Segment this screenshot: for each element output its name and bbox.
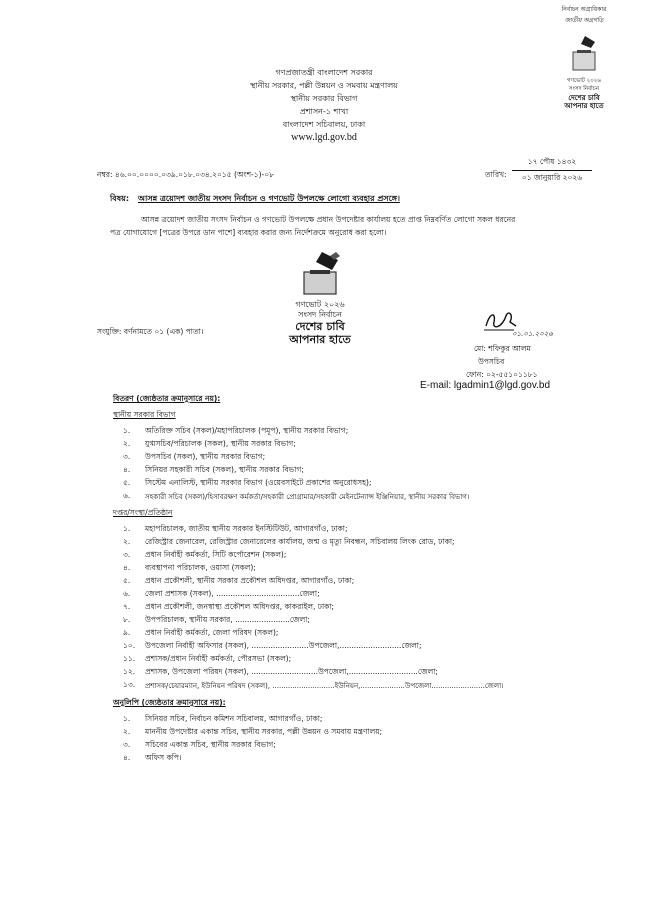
item-number: ১.: [123, 714, 131, 723]
website-link[interactable]: www.lgd.gov.bd: [291, 132, 357, 143]
body-line-2: পত্র যোগাযোগে [পত্রের উপরে ডান পাশে] ব্যবহার করার জন্য নির্দেশক্রমে অনুরোধ করা হলো।: [110, 228, 387, 237]
item-number: ৯.: [123, 628, 131, 637]
signatory-phone: ফোন: ০২-৫৫১০১১৮১: [466, 370, 538, 379]
corner-logo-line1: নির্বাচন অগ্রাধিকার: [561, 6, 607, 13]
copy-list: [123, 714, 593, 769]
subject-text: আসন্ন ত্রয়োদশ জাতীয় সংসদ নির্বাচন ও গণভোট উপলক্ষে লোগো ব্যবহার প্রসঙ্গে।: [138, 194, 400, 203]
item-number: ৩.: [123, 740, 131, 749]
item-text: সহকারী সচিব (সকল)/হিসাবরক্ষণ কর্মকর্তা/সহকারী প্রোগ্রামার/সহকারী মেইনটেন্যান্স ইঞ্জিনিয়ার, স্থানীয় সরকার বিভাগ।: [145, 493, 470, 501]
section2-heading: দপ্তর/সংস্থা/প্রতিষ্ঠান: [113, 508, 173, 517]
corner-logo-slogan1: দেশের চাবি: [568, 94, 600, 102]
item-text: উপজেলা নির্বাহী অফিসার (সকল), ........................উপজেলা,..........................জেলা;: [145, 641, 422, 650]
corner-logo-caption2: সংসদ নির্বাচন: [568, 86, 600, 92]
letterhead: [200, 66, 448, 144]
item-number: ৫.: [123, 576, 131, 585]
item-number: ১২.: [123, 667, 136, 676]
signature-date: ০১.০১.২০২৬: [512, 330, 553, 338]
item-text: যুগ্মসচিব/পরিচালক (সকল), স্থানীয় সরকার বিভাগ;: [145, 439, 296, 448]
memo-number: নম্বর: ৪৬.০০.০০০০.০৩৯.০১৮.০৩৪.২০১৫ (অংশ-১)-০৮: [97, 170, 274, 179]
item-text: সচিবের একান্ত সচিব, স্থানীয় সরকার বিভাগ;: [145, 740, 276, 749]
item-text: ব্যবস্থাপনা পরিচালক, ওয়াসা (সকল);: [145, 563, 256, 572]
item-text: সিনিয়র সচিব, নির্বাচন কমিশন সচিবালয়, আগারগাঁও, ঢাকা;: [145, 714, 323, 723]
section1-heading: স্থানীয় সরকার বিভাগ: [113, 410, 176, 419]
section1-list: [123, 426, 593, 506]
election-logo: [275, 250, 365, 346]
item-number: ৭.: [123, 602, 131, 611]
logo-slogan-2: আপনার হাতে: [289, 333, 351, 346]
item-text: প্রধান নির্বাহী কর্মকর্তা, সিটি কর্পোরেশন (সকল);: [145, 550, 287, 559]
item-text: প্রশাসক/চেয়ারম্যান, ইউনিয়ন পরিষদ (সকল), ............................ইউনিয়ন,....................উপজেলা........................জেলা।: [145, 682, 504, 690]
section2-list: [123, 524, 593, 699]
item-number: ১৩.: [123, 680, 136, 689]
body-line-1: আসন্ন ত্রয়োদশ জাতীয় সংসদ নির্বাচন ও গণভোট উপলক্ষে প্রধান উপদেষ্টার কার্যালয় হতে প্রাপ্ত নিম্নবর্ণিত লোগো সকল ধরনের: [141, 215, 516, 224]
item-text: প্রধান প্রকৌশলী, জনস্বাস্থ্য প্রকৌশল অধিদপ্তর, কাকরাইল, ঢাকা;: [145, 602, 335, 611]
item-text: প্রশাসক, উপজেলা পরিষদ (সকল), ............................উপজেলা,.............................জেলা;: [145, 667, 438, 676]
item-number: ২.: [123, 439, 131, 448]
item-text: উপপরিচালক, স্থানীয় সরকার, .......................জেলা;: [145, 615, 310, 624]
item-number: ৬.: [123, 589, 131, 598]
corner-logo-line2: জাতীয় অগ্রগতি: [564, 17, 604, 24]
item-text: মহাপরিচালক, জাতীয় স্থানীয় সরকার ইনস্টিটিউট, আগারগাঁও, ঢাকা;: [145, 524, 348, 533]
item-number: ৪.: [123, 465, 131, 474]
item-number: ৪.: [123, 753, 131, 762]
item-text: সিস্টেম এনালিস্ট, স্থানীয় সরকার বিভাগ (ওয়েবসাইটে প্রকাশের অনুরোধসহ);: [145, 478, 372, 487]
ballot-box-icon: [292, 250, 348, 296]
item-number: ২.: [123, 727, 131, 736]
item-text: অফিস কপি।: [145, 753, 182, 762]
branch-name: প্রশাসন-১ শাখা: [299, 107, 349, 116]
date-english: ০১ জানুয়ারি ২০২৬: [521, 173, 583, 182]
item-text: রেজিস্ট্রার জেনারেল, রেজিস্ট্রার জেনারেলের কার্যালয়, জন্ম ও মৃত্যু নিবন্ধন, সচিবালয় লিংক রোড, ঢাকা;: [145, 537, 455, 546]
office-address: বাংলাদেশ সচিবালয়, ঢাকা: [282, 120, 366, 129]
corner-logo: [544, 4, 624, 110]
item-text: অতিরিক্ত সচিব (সকল)/মহাপরিচালক (পমূপ), স্থানীয় সরকার বিভাগ;: [145, 426, 349, 435]
ballot-box-icon: [567, 34, 601, 74]
date-block: [512, 157, 592, 185]
item-number: ৪.: [123, 563, 131, 572]
item-text: প্রধান নির্বাহী কর্মকর্তা, জেলা পরিষদ (সকল);: [145, 628, 279, 637]
item-text: উপসচিব (সকল), স্থানীয় সরকার বিভাগ;: [145, 452, 266, 461]
item-number: ৩.: [123, 550, 131, 559]
logo-caption-1: গণভোট ২০২৬: [295, 300, 345, 309]
item-number: ১১.: [123, 654, 136, 663]
ministry-name: স্থানীয় সরকার, পল্লী উন্নয়ন ও সমবায় মন্ত্রণালয়: [250, 81, 398, 90]
item-text: মাননীয় উপদেষ্টার একান্ত সচিব, স্থানীয় সরকার, পল্লী উন্নয়ন ও সমবায় মন্ত্রণালয়;: [145, 727, 383, 736]
date-bangla: ১৭ পৌষ ১৪৩২: [512, 157, 592, 171]
item-number: ৬.: [123, 491, 131, 500]
corner-logo-slogan2: আপনার হাতে: [564, 102, 604, 110]
signatory-email[interactable]: E-mail: lgadmin1@lgd.gov.bd: [420, 380, 551, 391]
item-number: ৩.: [123, 452, 131, 461]
item-number: ২.: [123, 537, 131, 546]
date-label: তারিখ:: [485, 170, 507, 179]
logo-caption-2: সংসদ নির্বাচন: [298, 310, 342, 319]
item-number: ৫.: [123, 478, 131, 487]
item-text: জেলা প্রশাসক (সকল), ...................................জেলা;: [145, 589, 320, 598]
item-number: ১.: [123, 426, 131, 435]
attachment-note: সংযুক্তি: বর্ণনামতে ০১ (এক) পাতা।: [97, 327, 204, 336]
logo-slogan-1: দেশের চাবি: [295, 320, 345, 333]
govt-name: গণপ্রজাতন্ত্রী বাংলাদেশ সরকার: [275, 68, 373, 77]
division-name: স্থানীয় সরকার বিভাগ: [290, 94, 358, 103]
item-number: ১০.: [123, 641, 136, 650]
distribution-heading: বিতরণ (জ্যেষ্ঠতার ক্রমানুসারে নয়):: [113, 394, 221, 403]
item-text: সিনিয়র সহকারী সচিব (সকল), স্থানীয় সরকার বিভাগ;: [145, 465, 304, 474]
subject-label: বিষয়:: [110, 194, 130, 203]
signatory-designation: উপসচিব: [478, 357, 505, 366]
item-text: প্রশাসক/প্রধান নির্বাহী কর্মকর্তা, পৌরসভা (সকল);: [145, 654, 292, 663]
item-text: প্রধান প্রকৌশলী, স্থানীয় সরকার প্রকৌশল অধিদপ্তর, আগারগাঁও, ঢাকা;: [145, 576, 355, 585]
item-number: ১.: [123, 524, 131, 533]
corner-logo-caption1: গণভোট ২০২৬: [567, 78, 601, 84]
copy-heading: অনুলিপি (জ্যেষ্ঠতার ক্রমানুসারে নয়):: [113, 698, 226, 707]
item-number: ৮.: [123, 615, 131, 624]
signatory-name: মো: শফিকুর আলম: [474, 344, 531, 353]
